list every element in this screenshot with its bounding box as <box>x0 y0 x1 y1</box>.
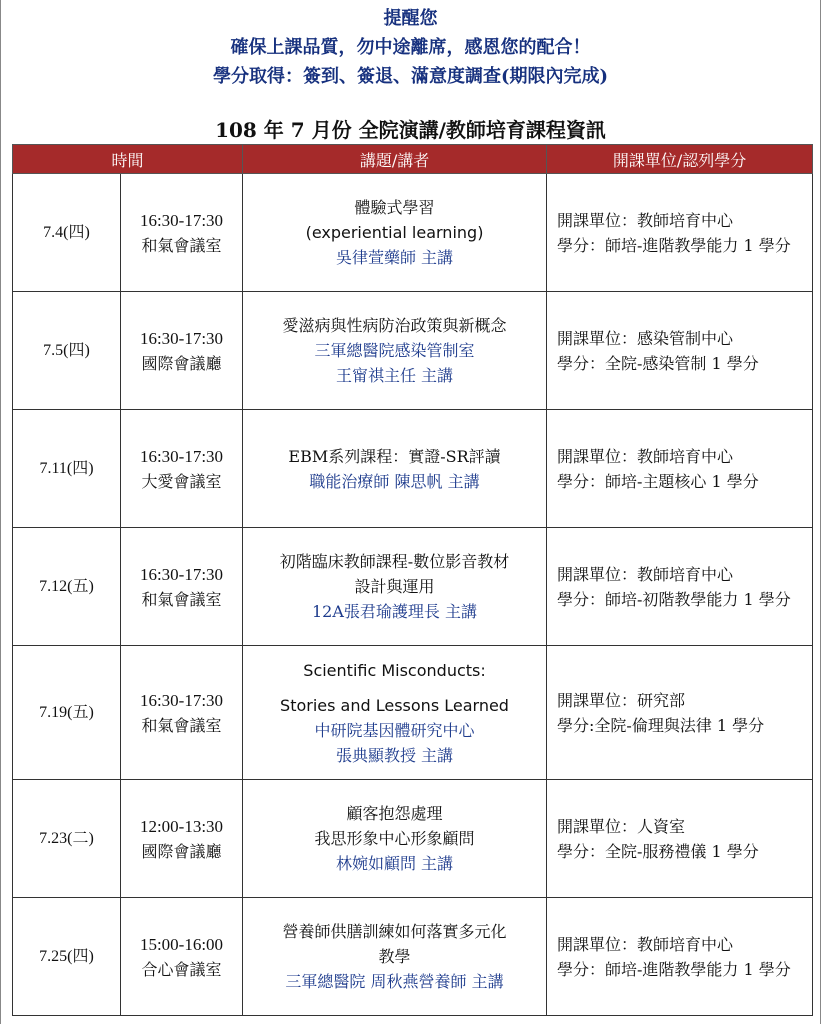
row-unit-credit <box>547 528 813 646</box>
course-schedule-table <box>12 144 813 1016</box>
unit-credit: 學分：師培-進階教學能力 1 學分 <box>557 959 791 979</box>
row-time-location <box>121 898 243 1016</box>
topic-title-line: Scientific Misconducts: <box>303 660 486 680</box>
topic-title-line: 教學 <box>378 947 411 966</box>
row-location: 國際會議廳 <box>141 841 222 861</box>
topic-speaker-line: 張典顯教授 主講 <box>335 745 454 765</box>
table-row <box>13 528 813 646</box>
row-date: 7.5(四) <box>13 292 121 410</box>
row-time: 16:30-17:30 <box>139 690 224 710</box>
unit-name: 開課單位：教師培育中心 <box>557 210 734 230</box>
unit-name: 開課單位：人資室 <box>557 816 686 836</box>
table-row <box>13 898 813 1016</box>
reminder-attendance-note: 確保上課品質，勿中途離席，感恩您的配合！ <box>230 37 591 58</box>
unit-credit: 學分：師培-初階教學能力 1 學分 <box>557 589 791 609</box>
row-unit-credit <box>547 292 813 410</box>
topic-speaker-line: 王甯祺主任 主講 <box>335 366 454 385</box>
table-row <box>13 780 813 898</box>
table-row <box>13 646 813 780</box>
table-row <box>13 174 813 292</box>
row-time-location <box>121 528 243 646</box>
row-topic <box>243 780 547 898</box>
topic-title-line: 營養師供膳訓練如何落實多元化 <box>282 922 507 941</box>
unit-credit: 學分：全院-感染管制 1 學分 <box>557 353 759 373</box>
row-time: 16:30-17:30 <box>139 446 224 466</box>
topic-title-line: 設計與運用 <box>354 577 435 596</box>
unit-name: 開課單位：教師培育中心 <box>557 564 734 584</box>
topic-title-line: 我思形象中心形象顧問 <box>314 829 475 848</box>
row-unit-credit <box>547 410 813 528</box>
row-time: 16:30-17:30 <box>139 564 224 584</box>
topic-title-line: 顧客抱怨處理 <box>346 804 443 823</box>
row-location: 和氣會議室 <box>141 235 222 255</box>
header-time: 時間 <box>13 145 243 174</box>
row-time-location <box>121 646 243 780</box>
row-unit-credit <box>547 646 813 780</box>
row-date: 7.25(四) <box>13 898 121 1016</box>
row-time: 16:30-17:30 <box>139 328 224 348</box>
row-location: 和氣會議室 <box>141 715 222 735</box>
row-time-location <box>121 174 243 292</box>
topic-speaker-line: 三軍總醫院 周秋燕營養師 主講 <box>285 972 504 991</box>
unit-name: 開課單位：教師培育中心 <box>557 934 734 954</box>
topic-speaker-line: 吳律萱藥師 主講 <box>335 248 454 267</box>
table-row <box>13 410 813 528</box>
row-topic <box>243 528 547 646</box>
row-unit-credit <box>547 174 813 292</box>
row-time-location <box>121 780 243 898</box>
header-unit: 開課單位/認列學分 <box>547 145 813 174</box>
row-time-location <box>121 410 243 528</box>
row-location: 合心會議室 <box>141 959 222 979</box>
row-topic <box>243 292 547 410</box>
topic-title-line: 愛滋病與性病防治政策與新概念 <box>282 316 507 335</box>
row-topic <box>243 174 547 292</box>
page-title: 108 年 7 月份 全院演講/教師培育課程資訊 <box>215 118 606 142</box>
topic-title-line: EBM系列課程：實證-SR評讀 <box>288 446 501 466</box>
topic-speaker-line: 三軍總醫院感染管制室 <box>314 341 475 360</box>
row-time-location <box>121 292 243 410</box>
row-location: 和氣會議室 <box>141 589 222 609</box>
reminder-notice <box>0 4 821 91</box>
reminder-credit-note: 學分取得：簽到、簽退、滿意度調查(期限內完成) <box>212 66 609 87</box>
row-topic <box>243 898 547 1016</box>
topic-speaker-line: 林婉如顧問 主講 <box>335 854 454 873</box>
row-time: 16:30-17:30 <box>139 210 224 230</box>
row-date: 7.12(五) <box>13 528 121 646</box>
row-unit-credit <box>547 780 813 898</box>
row-time: 15:00-16:00 <box>139 934 224 954</box>
table-header-row <box>13 145 813 174</box>
topic-speaker-line: 12A張君瑜護理長 主講 <box>312 602 478 621</box>
unit-credit: 學分：全院-服務禮儀 1 學分 <box>557 841 759 861</box>
topic-speaker-line: 職能治療師 陳思帆 主講 <box>309 471 480 491</box>
header-topic: 講題/講者 <box>243 145 547 174</box>
row-time: 12:00-13:30 <box>139 816 224 836</box>
row-date: 7.4(四) <box>13 174 121 292</box>
topic-title-line: 初階臨床教師課程-數位影音教材 <box>279 552 510 571</box>
row-topic <box>243 646 547 780</box>
unit-credit: 學分：師培-進階教學能力 1 學分 <box>557 235 791 255</box>
topic-speaker-line: 中研院基因體研究中心 <box>314 720 475 740</box>
table-row <box>13 292 813 410</box>
row-date: 7.19(五) <box>13 646 121 780</box>
unit-credit: 學分：師培-主題核心 1 學分 <box>557 471 759 491</box>
row-location: 大愛會議室 <box>141 471 222 491</box>
topic-title-line: 體驗式學習 <box>354 198 435 217</box>
reminder-heading: 提醒您 <box>383 8 438 29</box>
page-border-left <box>0 0 1 1024</box>
topic-title-line: (experiential learning) <box>305 223 484 242</box>
unit-name: 開課單位：研究部 <box>557 690 686 710</box>
row-location: 國際會議廳 <box>141 353 222 373</box>
row-unit-credit <box>547 898 813 1016</box>
unit-name: 開課單位：感染管制中心 <box>557 328 734 348</box>
row-date: 7.23(二) <box>13 780 121 898</box>
row-date: 7.11(四) <box>13 410 121 528</box>
unit-credit: 學分:全院-倫理與法律 1 學分 <box>557 715 765 735</box>
unit-name: 開課單位：教師培育中心 <box>557 446 734 466</box>
topic-title-line: Stories and Lessons Learned <box>280 695 509 715</box>
row-topic <box>243 410 547 528</box>
